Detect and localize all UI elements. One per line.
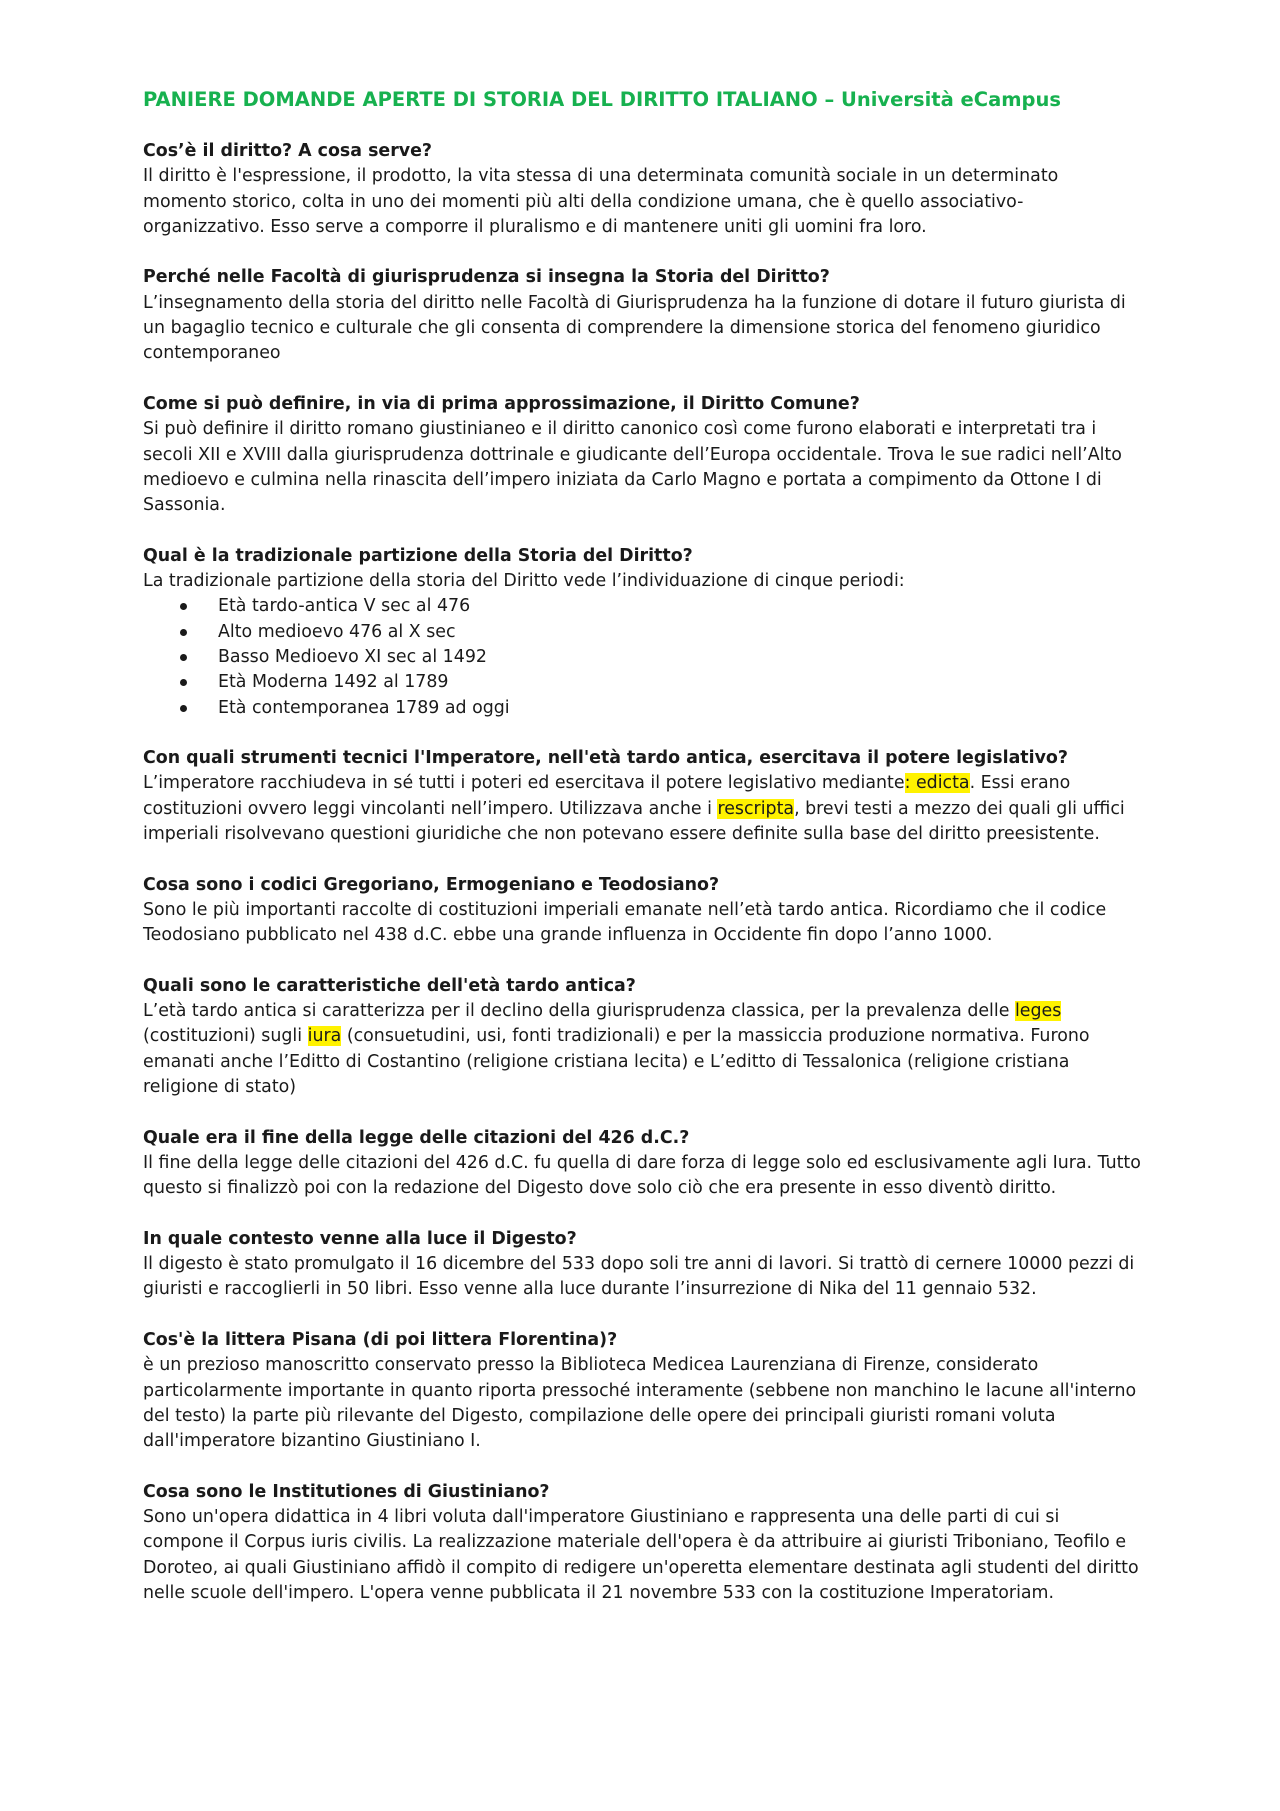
answer: Il digesto è stato promulgato il 16 dicembre del 533 dopo soli tre anni di lavori. Si trattò di cernere 10000 pezzi di giuristi e raccoglierli in 50 libri. Esso venne alla luce durante l’insurrezione di Nika del 11 gennaio 532. [143, 1254, 1135, 1300]
bullet-icon [180, 603, 187, 610]
list-item-text: Basso Medioevo XI sec al 1492 [218, 646, 487, 667]
question: Con quali strumenti tecnici l'Imperatore, nell'età tardo antica, esercitava il potere legislativo? [143, 748, 1068, 769]
answer: Il diritto è l'espressione, il prodotto, la vita stessa di una determinata comunità sociale in un determinato momento storico, colta in uno dei momenti più alti della condizione umana, che è quello associativo-organizzativo. Esso serve a comporre il pluralismo e di mantenere uniti gli uomini fra loro. [143, 166, 1059, 237]
answer: Si può definire il diritto romano giustinianeo e il diritto canonico così come furono elaborati e interpretati tra i secoli XII e XVIII dalla giurisprudenza dottrinale e giudicante dell’Europa occidentale. Trova le sue radici nell’Alto medioevo e culmina nella rinascita dell’impero iniziata da Carlo Magno e portata a compimento da Ottone I di Sassonia. [143, 419, 1122, 516]
question: Quale era il fine della legge delle citazioni del 426 d.C.? [143, 1127, 690, 1148]
question: Qual è la tradizionale partizione della Storia del Diritto? [143, 545, 693, 566]
answer-text: (costituzioni) sugli [143, 1026, 308, 1047]
qa-block-2 [143, 265, 1143, 366]
answer: Sono le più importanti raccolte di costituzioni imperiali emanate nell’età tardo antica. Ricordiamo che il codice Teodosiano pubblicato nel 438 d.C. ebbe una grande influenza in Occidente fin dopo l’anno 1000. [143, 899, 1107, 946]
highlighted-term: : edicta [904, 773, 970, 794]
qa-block-6 [143, 873, 1143, 949]
answer: L’insegnamento della storia del diritto nelle Facoltà di Giurisprudenza ha la funzione di dotare il futuro giurista di un bagaglio tecnico e culturale che gli consenta di comprendere la dimensione storica del fenomeno giuridico contemporaneo [143, 292, 1126, 364]
highlighted-term: leges [1014, 1001, 1062, 1022]
bullet-icon [180, 679, 187, 686]
list-item-text: Età tardo-antica V sec al 476 [218, 596, 471, 617]
qa-block-5 [143, 746, 1143, 847]
qa-block-9 [143, 1227, 1143, 1303]
answer: è un prezioso manoscritto conservato presso la Biblioteca Medicea Laurenziana di Firenze, considerato particolarmente importante in quanto riporta pressoché interamente (sebbene non manchino le lacune all'interno del testo) la parte più rilevante del Digesto, compilazione delle opere dei principali giuristi romani voluta dall'imperatore bizantino Giustiniano I. [143, 1355, 1137, 1452]
list-item-text: Età contemporanea 1789 ad oggi [218, 697, 510, 718]
question: Perché nelle Facoltà di giurisprudenza si insegna la Storia del Diritto? [143, 267, 830, 288]
answer-text: L’imperatore racchiudeva in sé tutti i poteri ed esercitava il potere legislativo mediante [143, 773, 905, 794]
qa-block-11 [143, 1480, 1143, 1606]
list-item [218, 670, 1143, 695]
list-item [218, 594, 1143, 619]
question: Come si può definire, in via di prima approssimazione, il Diritto Comune? [143, 393, 860, 414]
answer [143, 771, 1143, 847]
answer: Il fine della legge delle citazioni del 426 d.C. fu quella di dare forza di legge solo ed esclusivamente agli Iura. Tutto questo si finalizzò poi con la redazione del Digesto dove solo ciò che era presente in esso diventò diritto. [143, 1152, 1141, 1199]
question: Cosa sono i codici Gregoriano, Ermogeniano e Teodosiano? [143, 874, 720, 895]
question: Cos’è il diritto? A cosa serve? [143, 141, 433, 161]
qa-block-1 [143, 139, 1143, 240]
list-item [218, 620, 1143, 645]
document-page [143, 86, 1143, 1632]
question: Cos'è la littera Pisana (di poi littera Florentina)? [143, 1329, 618, 1350]
answer: Sono un'opera didattica in 4 libri voluta dall'imperatore Giustiniano e rappresenta una delle parti di cui si compone il Corpus iuris civilis. La realizzazione materiale dell'opera è da attribuire ai giuristi Triboniano, Teofilo e Doroteo, ai quali Giustiniano affidò il compito di redigere un'operetta elementare destinata agli studenti del diritto nelle scuole dell'impero. L'opera venne pubblicata il 21 novembre 533 con la costituzione Imperatoriam. [143, 1507, 1139, 1603]
answer: La tradizionale partizione della storia del Diritto vede l’individuazione di cinque periodi: [143, 571, 905, 592]
list-item-text: Alto medioevo 476 al X sec [218, 621, 456, 642]
qa-block-8 [143, 1126, 1143, 1202]
answer-text: , brevi testi a mezzo dei quali gli uffici imperiali risolvevano questioni giuridiche che non potevano essere definite sulla base del diritto preesistente. [143, 798, 1125, 845]
answer [143, 999, 1143, 1100]
highlighted-term: rescripta [717, 798, 795, 819]
list-item [218, 696, 1143, 721]
qa-block-10 [143, 1328, 1143, 1454]
qa-block-3 [143, 392, 1143, 518]
answer-text: L’età tardo antica si caratterizza per il declino della giurisprudenza classica, per la prevalenza delle [143, 1001, 1015, 1022]
bullet-icon [180, 654, 187, 661]
periods-list [143, 594, 1143, 720]
document-title: PANIERE DOMANDE APERTE DI STORIA DEL DIRITTO ITALIANO – Università eCampus [143, 88, 1062, 111]
answer-text: (consuetudini, usi, fonti tradizionali) e per la massiccia produzione normativa. Furono emanati anche l’Editto di Costantino (religione cristiana lecita) e L’editto di Tessalonica (religione cristiana religione di stato) [143, 1026, 1090, 1097]
highlighted-term: iura [307, 1026, 342, 1047]
list-item-text: Età Moderna 1492 al 1789 [218, 672, 449, 693]
question: Quali sono le caratteristiche dell'età tardo antica? [143, 975, 636, 996]
bullet-icon [180, 629, 187, 636]
question: In quale contesto venne alla luce il Digesto? [143, 1228, 577, 1249]
list-item [218, 645, 1143, 670]
qa-block-4 [143, 544, 1143, 721]
bullet-icon [180, 705, 187, 712]
answer-text: . Essi erano costituzioni ovvero leggi vincolanti nell’impero. Utilizzava anche i [143, 773, 1071, 819]
qa-block-7 [143, 974, 1143, 1100]
question: Cosa sono le Institutiones di Giustiniano? [143, 1481, 550, 1502]
